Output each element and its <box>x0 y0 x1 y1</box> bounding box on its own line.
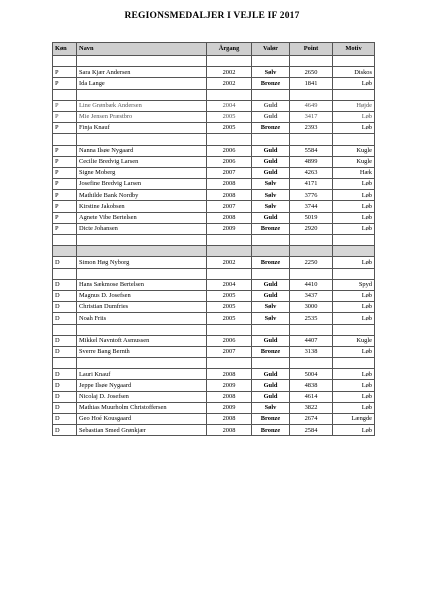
point-cell: 2674 <box>290 414 333 425</box>
spacer-cell <box>53 358 77 369</box>
name-cell: Sverre Bang Bernth <box>77 346 207 357</box>
valor-cell: Guld <box>252 380 290 391</box>
spacer-cell <box>53 89 77 100</box>
motiv-cell: Højde <box>333 100 375 111</box>
name-cell: Josefine Bredvig Larsen <box>77 179 207 190</box>
point-cell: 5584 <box>290 145 333 156</box>
spacer-row <box>53 268 375 279</box>
valor-cell: Guld <box>252 145 290 156</box>
gender-cell: D <box>53 402 77 413</box>
gender-cell: D <box>53 391 77 402</box>
spacer-cell <box>77 324 207 335</box>
spacer-cell <box>252 56 290 67</box>
spacer-cell <box>333 235 375 246</box>
point-cell: 3437 <box>290 290 333 301</box>
year-cell: 2005 <box>207 290 252 301</box>
point-cell: 2535 <box>290 313 333 324</box>
spacer-cell <box>333 89 375 100</box>
spacer-cell <box>77 235 207 246</box>
motiv-cell: Løb <box>333 302 375 313</box>
valor-cell: Guld <box>252 335 290 346</box>
gender-cell: P <box>53 156 77 167</box>
year-cell: 2002 <box>207 67 252 78</box>
valor-cell: Guld <box>252 111 290 122</box>
spacer-cell <box>290 324 333 335</box>
valor-cell: Sølv <box>252 402 290 413</box>
motiv-cell: Løb <box>333 257 375 268</box>
point-cell: 4614 <box>290 391 333 402</box>
spacer-cell <box>252 324 290 335</box>
year-cell: 2005 <box>207 123 252 134</box>
spacer-cell <box>207 56 252 67</box>
spacer-cell <box>207 268 252 279</box>
name-cell: Cecilie Bredvig Larsen <box>77 156 207 167</box>
table-row <box>53 290 375 301</box>
spacer-row <box>53 358 375 369</box>
table-row <box>53 402 375 413</box>
spacer-cell <box>207 134 252 145</box>
spacer-cell <box>333 268 375 279</box>
valor-cell: Bronze <box>252 78 290 89</box>
point-cell: 3417 <box>290 111 333 122</box>
motiv-cell: Kugle <box>333 145 375 156</box>
gender-cell: D <box>53 425 77 436</box>
motiv-cell: Løb <box>333 179 375 190</box>
valor-cell: Bronze <box>252 223 290 234</box>
valor-cell: Guld <box>252 167 290 178</box>
year-cell: 2008 <box>207 179 252 190</box>
name-cell: Signe Moberg <box>77 167 207 178</box>
gender-cell: P <box>53 67 77 78</box>
table-row <box>53 190 375 201</box>
year-cell: 2009 <box>207 223 252 234</box>
motiv-cell: Løb <box>333 313 375 324</box>
spacer-cell <box>290 268 333 279</box>
motiv-cell: Diskos <box>333 67 375 78</box>
year-cell: 2006 <box>207 335 252 346</box>
motiv-cell: Løb <box>333 346 375 357</box>
header-motiv: Motiv <box>333 43 375 56</box>
spacer-cell <box>207 358 252 369</box>
spacer-cell <box>53 246 77 257</box>
year-cell: 2008 <box>207 190 252 201</box>
spacer-cell <box>333 324 375 335</box>
spacer-cell <box>77 358 207 369</box>
year-cell: 2008 <box>207 391 252 402</box>
table-row <box>53 212 375 223</box>
point-cell: 5019 <box>290 212 333 223</box>
table-row <box>53 223 375 234</box>
table-row <box>53 100 375 111</box>
valor-cell: Guld <box>252 369 290 380</box>
gender-cell: P <box>53 167 77 178</box>
name-cell: Sara Kjær Andersen <box>77 67 207 78</box>
motiv-cell: Hæk <box>333 167 375 178</box>
table-row <box>53 279 375 290</box>
name-cell: Dicte Johansen <box>77 223 207 234</box>
year-cell: 2004 <box>207 279 252 290</box>
spacer-cell <box>333 56 375 67</box>
valor-cell: Bronze <box>252 425 290 436</box>
gender-cell: P <box>53 223 77 234</box>
motiv-cell: Længde <box>333 414 375 425</box>
spacer-row <box>53 134 375 145</box>
gender-cell: D <box>53 346 77 357</box>
table-row <box>53 167 375 178</box>
name-cell: Christian Dumfries <box>77 302 207 313</box>
point-cell: 2393 <box>290 123 333 134</box>
valor-cell: Sølv <box>252 201 290 212</box>
point-cell: 3000 <box>290 302 333 313</box>
name-cell: Ida Lange <box>77 78 207 89</box>
valor-cell: Bronze <box>252 123 290 134</box>
point-cell: 3138 <box>290 346 333 357</box>
name-cell: Kirstine Jakobsen <box>77 201 207 212</box>
table-row <box>53 369 375 380</box>
gender-cell: D <box>53 257 77 268</box>
spacer-cell <box>290 56 333 67</box>
header-gender: Køn <box>53 43 77 56</box>
year-cell: 2007 <box>207 201 252 212</box>
name-cell: Jeppe Ilsøe Nygaard <box>77 380 207 391</box>
name-cell: Mie Jensen Præstbro <box>77 111 207 122</box>
name-cell: Nanna Ilsøe Nygaard <box>77 145 207 156</box>
motiv-cell: Løb <box>333 391 375 402</box>
table-row <box>53 179 375 190</box>
name-cell: Simon Høg Nyborg <box>77 257 207 268</box>
table-row <box>53 391 375 402</box>
spacer-cell <box>53 134 77 145</box>
year-cell: 2008 <box>207 425 252 436</box>
medal-table <box>52 42 375 436</box>
year-cell: 2008 <box>207 212 252 223</box>
motiv-cell: Løb <box>333 402 375 413</box>
point-cell: 1841 <box>290 78 333 89</box>
valor-cell: Sølv <box>252 313 290 324</box>
valor-cell: Guld <box>252 156 290 167</box>
motiv-cell: Løb <box>333 380 375 391</box>
name-cell: Nicolaj D. Josefsen <box>77 391 207 402</box>
point-cell: 3776 <box>290 190 333 201</box>
year-cell: 2006 <box>207 145 252 156</box>
motiv-cell: Løb <box>333 223 375 234</box>
spacer-row <box>53 246 375 257</box>
year-cell: 2007 <box>207 167 252 178</box>
gender-cell: D <box>53 313 77 324</box>
header-valor: Valør <box>252 43 290 56</box>
gender-cell: D <box>53 290 77 301</box>
spacer-cell <box>333 246 375 257</box>
spacer-cell <box>77 246 207 257</box>
gender-cell: D <box>53 335 77 346</box>
table-row <box>53 156 375 167</box>
motiv-cell: Løb <box>333 111 375 122</box>
spacer-cell <box>333 134 375 145</box>
valor-cell: Sølv <box>252 179 290 190</box>
year-cell: 2008 <box>207 369 252 380</box>
table-row <box>53 380 375 391</box>
name-cell: Hans Sækmose Bertelsen <box>77 279 207 290</box>
table-row <box>53 346 375 357</box>
valor-cell: Sølv <box>252 302 290 313</box>
point-cell: 2250 <box>290 257 333 268</box>
motiv-cell: Spyd <box>333 279 375 290</box>
valor-cell: Sølv <box>252 67 290 78</box>
spacer-cell <box>53 56 77 67</box>
gender-cell: P <box>53 123 77 134</box>
spacer-cell <box>252 235 290 246</box>
table-row <box>53 123 375 134</box>
table-row <box>53 425 375 436</box>
table-row <box>53 313 375 324</box>
point-cell: 4838 <box>290 380 333 391</box>
spacer-cell <box>252 358 290 369</box>
gender-cell: P <box>53 201 77 212</box>
valor-cell: Guld <box>252 391 290 402</box>
spacer-cell <box>207 246 252 257</box>
valor-cell: Guld <box>252 212 290 223</box>
spacer-cell <box>207 89 252 100</box>
gender-cell: D <box>53 302 77 313</box>
motiv-cell: Løb <box>333 123 375 134</box>
name-cell: Geo Hoé Kousgaard <box>77 414 207 425</box>
gender-cell: P <box>53 179 77 190</box>
table-row <box>53 145 375 156</box>
year-cell: 2005 <box>207 302 252 313</box>
spacer-cell <box>252 246 290 257</box>
header-point: Point <box>290 43 333 56</box>
spacer-cell <box>252 89 290 100</box>
point-cell: 4263 <box>290 167 333 178</box>
motiv-cell: Løb <box>333 425 375 436</box>
gender-cell: P <box>53 111 77 122</box>
header-year: Årgang <box>207 43 252 56</box>
year-cell: 2006 <box>207 156 252 167</box>
year-cell: 2005 <box>207 313 252 324</box>
gender-cell: P <box>53 190 77 201</box>
name-cell: Mathilde Bank Nordby <box>77 190 207 201</box>
spacer-cell <box>290 246 333 257</box>
point-cell: 2920 <box>290 223 333 234</box>
spacer-cell <box>77 134 207 145</box>
point-cell: 5004 <box>290 369 333 380</box>
valor-cell: Guld <box>252 100 290 111</box>
table-row <box>53 335 375 346</box>
gender-cell: P <box>53 212 77 223</box>
gender-cell: D <box>53 414 77 425</box>
spacer-row <box>53 324 375 335</box>
point-cell: 4649 <box>290 100 333 111</box>
table-row <box>53 78 375 89</box>
spacer-cell <box>290 358 333 369</box>
name-cell: Sebastian Smed Grønkjær <box>77 425 207 436</box>
gender-cell: D <box>53 380 77 391</box>
table-row <box>53 201 375 212</box>
year-cell: 2005 <box>207 111 252 122</box>
motiv-cell: Løb <box>333 212 375 223</box>
year-cell: 2007 <box>207 346 252 357</box>
valor-cell: Guld <box>252 279 290 290</box>
spacer-cell <box>252 134 290 145</box>
motiv-cell: Løb <box>333 290 375 301</box>
name-cell: Agnete Vibe Bertelsen <box>77 212 207 223</box>
gender-cell: P <box>53 100 77 111</box>
name-cell: Finja Knauf <box>77 123 207 134</box>
name-cell: Lauri Knauf <box>77 369 207 380</box>
spacer-cell <box>207 324 252 335</box>
motiv-cell: Løb <box>333 190 375 201</box>
spacer-cell <box>290 89 333 100</box>
spacer-cell <box>53 235 77 246</box>
valor-cell: Bronze <box>252 257 290 268</box>
spacer-row <box>53 235 375 246</box>
spacer-cell <box>77 268 207 279</box>
spacer-cell <box>77 89 207 100</box>
gender-cell: P <box>53 78 77 89</box>
motiv-cell: Løb <box>333 78 375 89</box>
spacer-cell <box>252 268 290 279</box>
year-cell: 2008 <box>207 414 252 425</box>
point-cell: 4899 <box>290 156 333 167</box>
page-title: REGIONSMEDALJER I VEJLE IF 2017 <box>124 11 300 21</box>
header-row <box>53 43 375 56</box>
spacer-cell <box>53 268 77 279</box>
table-row <box>53 257 375 268</box>
table-row <box>53 67 375 78</box>
table-body <box>53 56 375 436</box>
spacer-cell <box>290 134 333 145</box>
table-row <box>53 414 375 425</box>
year-cell: 2009 <box>207 380 252 391</box>
header-name: Navn <box>77 43 207 56</box>
table-row <box>53 302 375 313</box>
table-row <box>53 111 375 122</box>
name-cell: Noah Friis <box>77 313 207 324</box>
point-cell: 3822 <box>290 402 333 413</box>
point-cell: 4171 <box>290 179 333 190</box>
motiv-cell: Løb <box>333 369 375 380</box>
year-cell: 2002 <box>207 78 252 89</box>
spacer-row <box>53 56 375 67</box>
valor-cell: Bronze <box>252 414 290 425</box>
year-cell: 2004 <box>207 100 252 111</box>
point-cell: 3744 <box>290 201 333 212</box>
year-cell: 2009 <box>207 402 252 413</box>
spacer-cell <box>207 235 252 246</box>
point-cell: 2584 <box>290 425 333 436</box>
motiv-cell: Løb <box>333 201 375 212</box>
motiv-cell: Kugle <box>333 156 375 167</box>
name-cell: Mathias Muurholm Christoffersen <box>77 402 207 413</box>
valor-cell: Bronze <box>252 346 290 357</box>
point-cell: 2650 <box>290 67 333 78</box>
spacer-row <box>53 89 375 100</box>
spacer-cell <box>290 235 333 246</box>
name-cell: Mikkel Navntoft Asmussen <box>77 335 207 346</box>
name-cell: Line Grønbæk Andersen <box>77 100 207 111</box>
gender-cell: P <box>53 145 77 156</box>
point-cell: 4407 <box>290 335 333 346</box>
spacer-cell <box>333 358 375 369</box>
motiv-cell: Kugle <box>333 335 375 346</box>
spacer-cell <box>77 56 207 67</box>
valor-cell: Sølv <box>252 190 290 201</box>
year-cell: 2002 <box>207 257 252 268</box>
spacer-cell <box>53 324 77 335</box>
gender-cell: D <box>53 279 77 290</box>
valor-cell: Guld <box>252 290 290 301</box>
gender-cell: D <box>53 369 77 380</box>
name-cell: Magnus D. Josefsen <box>77 290 207 301</box>
point-cell: 4410 <box>290 279 333 290</box>
